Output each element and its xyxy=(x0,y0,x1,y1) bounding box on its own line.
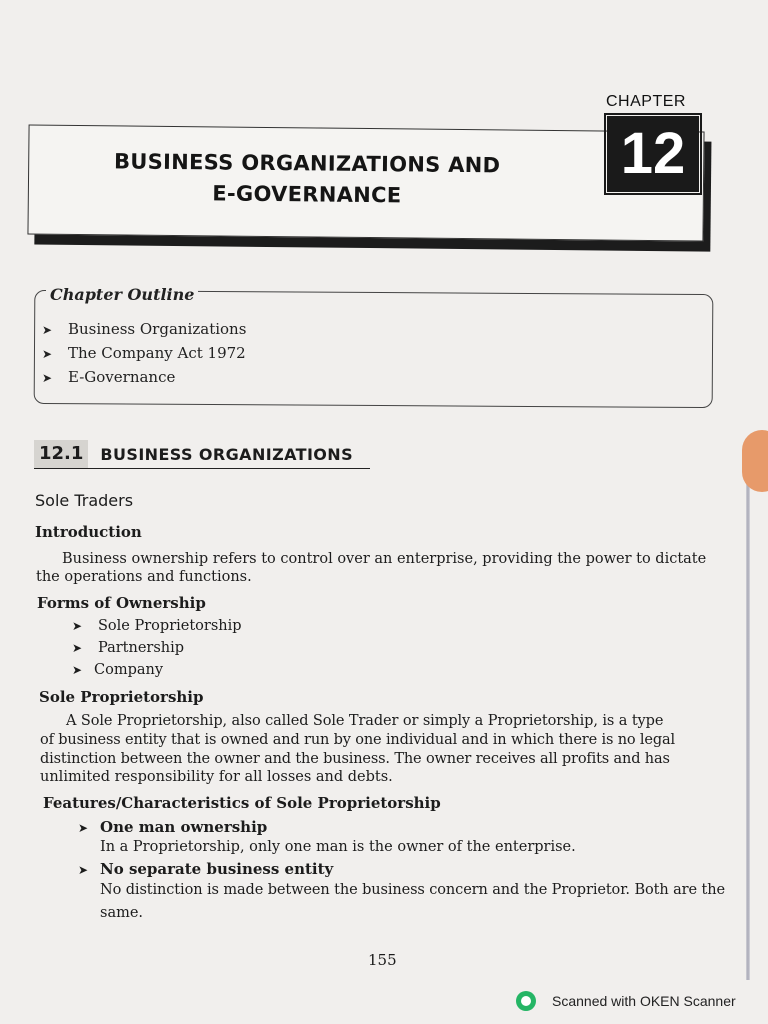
chapter-number-badge: 12 xyxy=(607,116,699,192)
feature-title: ➤ No separate business entity xyxy=(78,860,334,878)
section-heading xyxy=(34,440,370,469)
section-title: BUSINESS ORGANIZATIONS xyxy=(100,444,354,464)
outline-item: ➤ The Company Act 1972 xyxy=(42,342,246,366)
section-number: 12.1 xyxy=(34,440,88,468)
chapter-outline-list xyxy=(42,318,246,390)
oken-scanner-logo-icon xyxy=(516,991,536,1011)
arrowhead-bullet-icon: ➤ xyxy=(78,863,89,877)
chapter-title xyxy=(29,145,586,213)
page-edge xyxy=(746,440,750,980)
thumb-shadow xyxy=(742,430,768,492)
scanner-watermark xyxy=(516,991,736,1011)
chapter-label: CHAPTER xyxy=(606,93,686,110)
arrowhead-bullet-icon: ➤ xyxy=(72,663,83,677)
forms-list-item: ➤ Company xyxy=(72,662,164,678)
subheading-sole-traders: Sole Traders xyxy=(35,491,134,510)
arrowhead-bullet-icon: ➤ xyxy=(72,619,83,633)
page-number: 155 xyxy=(368,951,397,969)
forms-list-item: ➤ Partnership xyxy=(72,640,185,656)
paragraph-line: A Sole Proprietorship, also called Sole Trader or simply a Proprietorship, is a type xyxy=(66,713,664,729)
paragraph-line: unlimited responsibility for all losses and debts. xyxy=(40,769,393,785)
subheading-sole-proprietorship: Sole Proprietorship xyxy=(39,688,204,706)
arrowhead-bullet-icon: ➤ xyxy=(42,347,53,361)
paragraph-line: Business ownership refers to control over an enterprise, providing the power to dictate xyxy=(62,551,707,567)
paragraph-line: of business entity that is owned and run by one individual and in which there is no legal xyxy=(40,732,675,748)
arrowhead-bullet-icon: ➤ xyxy=(42,371,53,385)
chapter-title-box xyxy=(27,124,704,241)
chapter-title-line1: BUSINESS ORGANIZATIONS AND xyxy=(113,149,501,178)
paragraph-line: same. xyxy=(100,905,144,921)
paragraph-line: In a Proprietorship, only one man is the owner of the enterprise. xyxy=(100,839,576,855)
arrowhead-bullet-icon: ➤ xyxy=(78,821,89,835)
paragraph-line: distinction between the owner and the business. The owner receives all profits and has xyxy=(40,751,670,767)
outline-item: ➤ Business Organizations xyxy=(42,318,246,342)
forms-list-item: ➤ Sole Proprietorship xyxy=(72,618,242,634)
outline-item: ➤ E-Governance xyxy=(42,366,246,390)
subheading-forms-of-ownership: Forms of Ownership xyxy=(37,594,206,612)
chapter-outline-heading: Chapter Outline xyxy=(46,285,198,304)
arrowhead-bullet-icon: ➤ xyxy=(42,323,53,337)
subheading-features: Features/Characteristics of Sole Proprietorship xyxy=(43,794,441,812)
paragraph-line: the operations and functions. xyxy=(36,569,252,585)
scanner-text: Scanned with OKEN Scanner xyxy=(552,993,736,1009)
subheading-introduction: Introduction xyxy=(35,523,142,541)
arrowhead-bullet-icon: ➤ xyxy=(72,641,83,655)
paragraph-line: No distinction is made between the business concern and the Proprietor. Both are the xyxy=(100,882,725,898)
feature-title: ➤ One man ownership xyxy=(78,818,268,836)
chapter-title-line2: E-GOVERNANCE xyxy=(212,181,402,208)
